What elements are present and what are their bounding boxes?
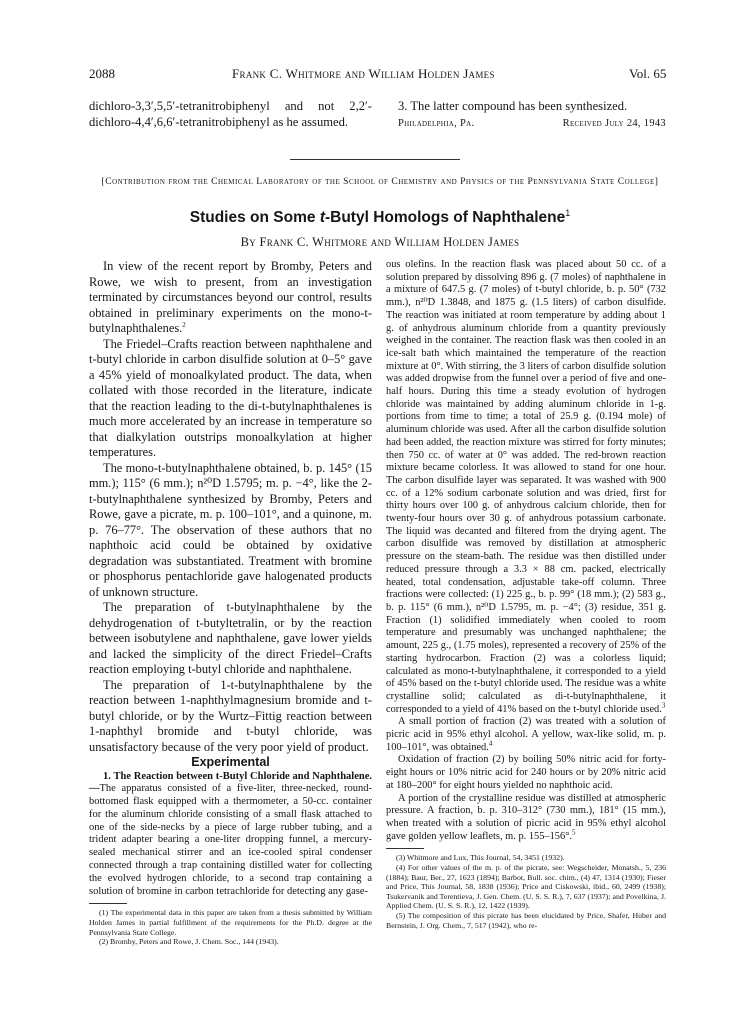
footnote-3: (3) Whitmore and Lux, This Journal, 54, 3451 (1932). [396,853,565,863]
footnote-2: (2) Bromby, Peters and Rowe, J. Chem. Soc., 144 (1943). [99,937,279,947]
title-footnote-marker: 1 [565,207,571,218]
contribution-note: [Contribution from the Chemical Laboratory of the School of Chemistry and Physics of the Pennsylvania State College] [101,176,659,187]
experiment-1 [89,771,372,899]
volume-label: Vol. 65 [629,66,667,81]
footnote-divider [89,903,127,904]
prev-article-conclusion: dichloro-3,3′,5,5′-tetranitrobiphenyl and not 2,2′-dichloro-4,4′,6,6′-tetranitrobiphenyl as he assumed. [89,99,372,129]
footnote-marker: 4 [488,739,493,748]
title-part-2: -Butyl Homologs of Naphthalene [324,209,566,226]
paragraph-text: ous olefins. In the reaction flask was placed about 50 cc. of a solution prepared by dissolving 896 g. (7 moles) of naphthalene in a mixture of 647.5 g. (7 moles) of t-butyl chloride, b. p. 50° (732 mm.), n²⁰D 1.3848, and 1875 g. (1.5 liters) of carbon disulfide. The reaction was initiated at room temperature by adding about 1 g. of anhydrous aluminum chloride from a quantity previously weighed in the container. The reaction flask was then cooled in an ice-salt bath which maintained the temperature of the reaction mixture at 0°. With stirring, the 3 liters of carbon disulfide solution was added dropwise from the funnel over a period of five and one-half hours. During this time a steady evolution of hydrogen chloride was maintained by adding aluminum chloride in 1-g. portions from time to time; a total of 25.9 g. (0.194 mole) of aluminum chloride was used. After all the carbon disulfide solution had been added, the reaction mixture was stirred for forty minutes; then 750 cc. of water at 0° was added. The red-brown reaction mixture became colorless. It was allowed to stand for one hour. The carbon disulfide layer was separated. It was washed with 900 cc. of a 12% sodium carbonate solution and was dried, first for thirty hours over 100 g. of anhydrous calcium chloride, then for twenty-four hours over 30 g. of anhydrous potassium carbonate. The liquid was decanted and filtered from the drying agent. The carbon disulfide was removed by distillation at atmospheric pressure on the steam-bath. The residue was then distilled under reduced pressure through a 3.3 × 88 cm. packed, electrically heated, total condensation, adjustable take-off column. Three fractions were collected: (1) 225 g., b. p. 99° (18 mm.); (2) 583 g., b. p. 115° (6 mm.), n²⁰D 1.5795, m. p. −4°; (3) residue, 351 g. Fraction (1) solidified immediately when cooled to room temperature and presumably was unchanged naphthalene; the amount, 225 g., (1.75 moles), represented a recovery of 25% of the starting hydrocarbon. Fraction (2) was a colorless liquid; calculated as mono-t-butylnaphthalene, it corresponded to a yield of 45% based on the t-butyl chloride used. The residue was a white crystalline solid; calculated as di-t-butylnaphthalene, it corresponded to a yield of 41% based on the t-butyl chloride used. [386,259,666,715]
running-title: Frank C. Whitmore and William Holden James [232,66,495,81]
prev-article-conclusion-3: 3. The latter compound has been synthesized. [398,99,628,113]
title-part-1: Studies on Some [189,209,320,226]
paragraph-text: A small portion of fraction (2) was treated with a solution of picric acid in 95% ethyl alcohol. A yellow, wax-like solid, m. p. 100–101°, was obtained. [386,716,666,753]
footnote-1: (1) The experimental data in this paper are taken from a thesis submitted by William Holden James in partial fulfillment of the requirements for the Ph.D. degree at the Pennsylvania State College. [89,908,372,937]
paragraph-text: A portion of the crystalline residue was distilled at atmospheric pressure. A fraction, b. p. 310–312° (730 mm.), 181° (15 mm.), when treated with a solution of picric acid in 95% ethyl alcohol gave golden yellow leaflets, m. p. 155–156°. [386,792,666,842]
paragraph-text: In view of the recent report by Bromby, Peters and Rowe, we wish to present, from an investigation terminated by circumstances beyond our control, results obtained in preliminary experiments on the mono-t-butylnaphthalenes. [89,259,372,335]
paragraph: The mono-t-butylnaphthalene obtained, b. p. 145° (15 mm.); 115° (6 mm.); n²⁰D 1.5795; m. p. −4°, like the 2-t-butylnaphthalene synthesized by Bromby, Peters and Rowe, gave a picrate, m. p. 100–101°, and a quinone, m. p. 76–77°. The observation of these authors that no naphthoic acid could be obtained by oxidative degradation was substantiated. Treatment with bromine or phosphorus pentachloride gave halogenated products of unknown structure. [89,460,372,599]
paragraph: The preparation of t-butylnaphthalene by the dehydrogenation of t-butyltetralin, or by the reaction between isobutylene and naphthalene, gave lower yields and lacked the simplicity of the direct Friedel–Crafts reaction employing t-butyl chloride and naphthalene. [89,600,372,676]
prev-article-right [386,98,666,132]
paragraph: The preparation of 1-t-butylnaphthalene by the reaction between 1-naphthylmagnesium bromide and t-butyl chloride, or by the Wurtz–Fittig reaction between 1-naphthyl bromide and t-butyl chloride, was unsatisfactory because of the very poor yield of product. [89,677,372,754]
prev-article-footer [386,116,666,132]
footnote-marker: 3 [661,701,666,710]
experiment-1-text: The apparatus consisted of a five-liter, three-necked, round-bottomed flask equipped with a thermometer, a 50-cc. container for the aluminum chloride consisting of a small flask attached to one of the side-necks by a piece of large rubber tubing, and a trident adapter bearing a one-liter dropping funnel, a mercury-sealed mechanical stirrer and an ice-cooled spiral condenser connected through a trap containing distilled water for collecting the evolved hydrogen chloride, to a second trap containing a solution of bromine in carbon tetrachloride for detecting any gase- [89,783,372,897]
paragraph [386,793,666,844]
footnote-marker: 2 [182,320,186,329]
left-column [89,259,372,947]
paragraph [386,259,666,716]
article-title [60,209,700,227]
page-number: 2088 [89,66,115,81]
experimental-heading: Experimental [191,755,270,769]
received-date: Received July 24, 1943 [562,118,666,129]
footnote-marker: 5 [571,828,576,837]
right-column [386,259,666,930]
footnote-divider [386,848,424,849]
byline: By Frank C. Whitmore and William Holden James [240,235,520,249]
footnote-4: (4) For other values of the m. p. of the picrate, see: Wegscheider, Monatsh., 5, 236 (1884); Baur, Ber., 27, 1623 (1894); Barbot, Bull. soc. chim., (4) 47, 1314 (1930); Fieser and Price, This Journal, 58, 1838 (1936); Price and Ciskowski, ibid., 60, 2499 (1938); Tsukervanik and Terentieva, J. Gen. Chem. (U. S. S. R.), 7, 637 (1937); and Povelkina, J. Applied Chem. (U. S. S. R.), 12, 1422 (1939). [386,862,666,911]
footnote-5: (5) The composition of this picrate has been elucidated by Price, Shafer, Huber and Bernstein, J. Org. Chem., 7, 517 (1942), who re- [386,910,666,930]
section-divider [290,159,460,160]
paragraph [386,716,666,754]
paragraph: The Friedel–Crafts reaction between naphthalene and t-butyl chloride in carbon disulfide solution at 0–5° gave a 45% yield of monoalkylated product. The data, when collated with those recorded in the literature, indicate that the reaction leading to the di-t-butylnaphthalenes is much more accelerated by an increase in temperature so that dialkylation outstrips monoalkylation at higher temperatures. [89,336,372,459]
experiment-1-heading: 1. The Reaction between t-Butyl Chloride and Naphthalene.— [89,770,372,795]
prev-article-left [89,98,372,130]
location: Philadelphia, Pa. [398,118,475,129]
title-italic: t [319,209,325,226]
paragraph [89,259,372,337]
paragraph: Oxidation of fraction (2) by boiling 50% nitric acid for forty-eight hours or 10% nitric acid for 240 hours or by 20% nitric acid at 180–200° for eight hours yielded no naphthoic acid. [386,754,666,791]
